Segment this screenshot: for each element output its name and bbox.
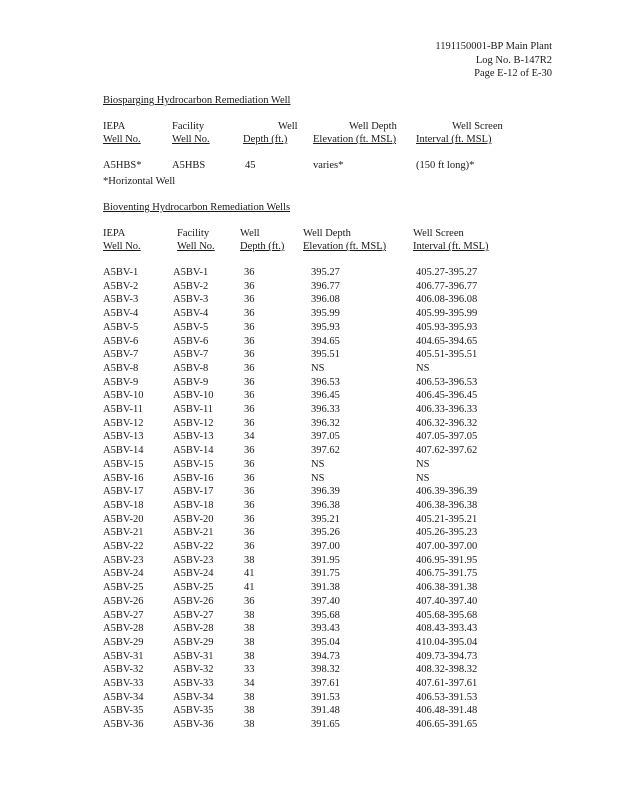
iepa-well-no: A5BV-5 (103, 321, 139, 333)
iepa-well-no: A5BV-3 (103, 294, 139, 306)
screen-interval: 404.65-394.65 (416, 335, 478, 347)
well-depth: 36 (244, 267, 255, 278)
iepa-well-no: A5BV-33 (103, 678, 144, 689)
iepa-well-no: A5BV-34 (103, 691, 144, 703)
col-interval-bottom: Interval (ft. MSL) (413, 241, 489, 252)
iepa-well-no: A5BV-24 (103, 568, 144, 580)
table-row (0, 431, 618, 444)
well-depth: 38 (244, 554, 255, 566)
depth-elevation: 397.61 (311, 678, 340, 689)
table-row (0, 637, 618, 650)
screen-interval: 406.48-391.48 (416, 705, 478, 717)
iepa-well-no: A5BV-17 (103, 486, 144, 498)
screen-interval: 406.39-396.39 (416, 486, 478, 498)
table-row (0, 623, 618, 636)
facility-well-no: A5BV-33 (173, 678, 214, 689)
iepa-well-no: A5BV-28 (103, 623, 144, 635)
table-row (0, 418, 618, 431)
facility-well-no: A5BV-31 (173, 650, 214, 662)
depth-elevation: 394.65 (311, 335, 340, 347)
biosparging-row (0, 160, 618, 173)
depth-elevation: 396.77 (311, 280, 340, 292)
depth-elevation: 396.33 (311, 404, 340, 415)
iepa-well-no: A5BV-2 (103, 280, 139, 292)
table-row (0, 610, 618, 623)
table-row (0, 445, 618, 458)
table-row (0, 651, 618, 664)
table-row (0, 664, 618, 677)
col-iepa-top: IEPA (103, 228, 126, 239)
depth-elevation: varies* (313, 160, 344, 171)
iepa-well-no: A5BV-1 (103, 267, 139, 278)
well-depth: 36 (244, 362, 255, 374)
table-row (0, 377, 618, 390)
facility-well-no: A5BV-20 (173, 513, 214, 525)
screen-interval: 405.68-395.68 (416, 609, 478, 621)
well-depth: 36 (244, 486, 255, 498)
horizontal-well-note: *Horizontal Well (103, 176, 176, 187)
page-number: Page E-12 of E-30 (474, 68, 552, 79)
col-screen-top: Well Screen (413, 228, 464, 239)
depth-elevation: 397.62 (311, 445, 340, 457)
facility-well-no: A5HBS (172, 160, 206, 171)
table-row (0, 459, 618, 472)
iepa-well-no: A5HBS* (103, 160, 142, 171)
screen-interval: 406.32-396.32 (416, 417, 478, 429)
well-depth: 38 (244, 650, 255, 662)
col-interval-bottom: Interval (ft. MSL) (416, 134, 492, 145)
iepa-well-no: A5BV-6 (103, 335, 139, 347)
well-depth: 38 (244, 705, 255, 717)
iepa-well-no: A5BV-4 (103, 308, 139, 320)
facility-well-no: A5BV-4 (173, 308, 209, 320)
table-row (0, 692, 618, 705)
screen-interval: 405.51-395.51 (416, 349, 478, 361)
screen-interval: 405.21-395.21 (416, 513, 478, 525)
depth-elevation: 395.27 (311, 267, 340, 278)
col-well-top: Well (240, 228, 260, 239)
screen-interval: 405.99-395.99 (416, 308, 478, 320)
screen-interval: 407.05-397.05 (416, 431, 478, 443)
well-depth: 33 (244, 664, 255, 676)
screen-interval: 407.62-397.62 (416, 445, 478, 457)
depth-elevation: 391.65 (311, 719, 340, 731)
col-welldepth-top: Well Depth (349, 121, 397, 132)
iepa-well-no: A5BV-14 (103, 445, 144, 457)
screen-interval: (150 ft long)* (416, 160, 475, 171)
well-depth: 41 (244, 568, 255, 580)
screen-interval: 406.75-391.75 (416, 568, 478, 580)
col-facility-bottom: Well No. (172, 134, 210, 145)
table-row (0, 582, 618, 595)
screen-interval: 406.38-391.38 (416, 582, 478, 594)
iepa-well-no: A5BV-10 (103, 390, 144, 402)
facility-well-no: A5BV-18 (173, 499, 214, 511)
depth-elevation: 397.00 (311, 541, 340, 552)
depth-elevation: 395.21 (311, 513, 340, 525)
facility-well-no: A5BV-28 (173, 623, 214, 635)
facility-well-no: A5BV-21 (173, 527, 214, 539)
screen-interval: 409.73-394.73 (416, 650, 478, 662)
depth-elevation: 397.40 (311, 595, 340, 607)
facility-well-no: A5BV-26 (173, 595, 214, 607)
col-facility-top: Facility (177, 228, 210, 239)
facility-well-no: A5BV-16 (173, 472, 214, 484)
well-depth: 36 (244, 294, 255, 306)
table-row (0, 308, 618, 321)
col-screen-top: Well Screen (452, 121, 503, 132)
well-depth: 36 (244, 472, 255, 484)
table-row (0, 568, 618, 581)
bioventing-section-title: Bioventing Hydrocarbon Remediation Wells (103, 202, 291, 213)
facility-well-no: A5BV-13 (173, 431, 214, 443)
facility-well-no: A5BV-25 (173, 582, 214, 594)
facility-well-no: A5BV-3 (173, 294, 209, 306)
iepa-well-no: A5BV-8 (103, 362, 139, 374)
facility-well-no: A5BV-10 (173, 390, 214, 402)
screen-interval: 408.43-393.43 (416, 623, 478, 635)
well-depth: 36 (244, 321, 255, 333)
table-row (0, 294, 618, 307)
well-depth: 36 (244, 376, 255, 388)
facility-well-no: A5BV-17 (173, 486, 214, 498)
facility-well-no: A5BV-9 (173, 376, 209, 388)
table-row (0, 336, 618, 349)
iepa-well-no: A5BV-29 (103, 636, 144, 648)
iepa-well-no: A5BV-16 (103, 472, 144, 484)
well-depth: 36 (244, 390, 255, 402)
table-row (0, 322, 618, 335)
facility-well-no: A5BV-7 (173, 349, 209, 361)
table-row (0, 705, 618, 718)
screen-interval: 406.45-396.45 (416, 390, 478, 402)
col-iepa-bottom: Well No. (103, 134, 141, 145)
iepa-well-no: A5BV-26 (103, 595, 144, 607)
screen-interval: 407.00-397.00 (416, 541, 478, 552)
depth-elevation: 391.48 (311, 705, 340, 717)
table-row (0, 486, 618, 499)
well-depth: 36 (244, 280, 255, 292)
depth-elevation: 396.53 (311, 376, 340, 388)
well-depth: 36 (244, 308, 255, 320)
facility-well-no: A5BV-36 (173, 719, 214, 731)
depth-elevation: 397.05 (311, 431, 340, 443)
screen-interval: 406.33-396.33 (416, 404, 478, 415)
screen-interval: NS (416, 458, 430, 470)
depth-elevation: 394.73 (311, 650, 340, 662)
facility-well-no: A5BV-24 (173, 568, 214, 580)
col-elevation-bottom: Elevation (ft. MSL) (313, 134, 397, 145)
iepa-well-no: A5BV-25 (103, 582, 144, 594)
depth-elevation: NS (311, 472, 325, 484)
project-id: 1191150001-BP Main Plant (435, 41, 552, 52)
well-depth: 36 (244, 335, 255, 347)
well-depth: 38 (244, 623, 255, 635)
facility-well-no: A5BV-8 (173, 362, 209, 374)
depth-elevation: 391.53 (311, 691, 340, 703)
screen-interval: 406.53-391.53 (416, 691, 478, 703)
well-depth: 41 (244, 582, 255, 594)
screen-interval: 406.95-391.95 (416, 554, 478, 566)
facility-well-no: A5BV-14 (173, 445, 214, 457)
table-row (0, 596, 618, 609)
table-row (0, 719, 618, 732)
facility-well-no: A5BV-34 (173, 691, 214, 703)
facility-well-no: A5BV-35 (173, 705, 214, 717)
table-row (0, 267, 618, 280)
iepa-well-no: A5BV-7 (103, 349, 139, 361)
biosparging-section-title: Biosparging Hydrocarbon Remediation Well (103, 95, 291, 106)
table-row (0, 500, 618, 513)
screen-interval: 407.40-397.40 (416, 595, 478, 607)
col-facility-bottom: Well No. (177, 241, 215, 252)
iepa-well-no: A5BV-32 (103, 664, 144, 676)
document-header (435, 40, 552, 81)
iepa-well-no: A5BV-9 (103, 376, 139, 388)
screen-interval: 406.77-396.77 (416, 280, 478, 292)
iepa-well-no: A5BV-15 (103, 458, 144, 470)
well-depth: 36 (244, 527, 255, 539)
well-depth: 36 (244, 499, 255, 511)
col-elevation-bottom: Elevation (ft. MSL) (303, 241, 387, 252)
screen-interval: NS (416, 362, 430, 374)
table-row (0, 527, 618, 540)
depth-elevation: 393.43 (311, 623, 340, 635)
depth-elevation: 395.04 (311, 636, 340, 648)
depth-elevation: 396.08 (311, 294, 340, 306)
facility-well-no: A5BV-29 (173, 636, 214, 648)
well-depth: 38 (244, 609, 255, 621)
table-row (0, 541, 618, 554)
col-iepa-top: IEPA (103, 121, 126, 132)
iepa-well-no: A5BV-31 (103, 650, 144, 662)
facility-well-no: A5BV-6 (173, 335, 209, 347)
iepa-well-no: A5BV-35 (103, 705, 144, 717)
col-facility-top: Facility (172, 121, 205, 132)
depth-elevation: 395.26 (311, 527, 340, 539)
facility-well-no: A5BV-27 (173, 609, 214, 621)
well-depth: 38 (244, 719, 255, 731)
well-depth: 34 (244, 678, 255, 689)
table-row (0, 514, 618, 527)
col-iepa-bottom: Well No. (103, 241, 141, 252)
facility-well-no: A5BV-5 (173, 321, 209, 333)
well-depth: 36 (244, 595, 255, 607)
iepa-well-no: A5BV-18 (103, 499, 144, 511)
table-row (0, 349, 618, 362)
well-depth: 36 (244, 541, 255, 552)
well-depth: 36 (244, 404, 255, 415)
depth-elevation: 395.99 (311, 308, 340, 320)
iepa-well-no: A5BV-27 (103, 609, 144, 621)
facility-well-no: A5BV-15 (173, 458, 214, 470)
screen-interval: 407.61-397.61 (416, 678, 478, 689)
screen-interval: 405.93-395.93 (416, 321, 478, 333)
screen-interval: 406.53-396.53 (416, 376, 478, 388)
depth-elevation: 395.51 (311, 349, 340, 361)
table-row (0, 555, 618, 568)
depth-elevation: 395.93 (311, 321, 340, 333)
depth-elevation: NS (311, 362, 325, 374)
col-well-top: Well (278, 121, 298, 132)
well-depth: 36 (244, 417, 255, 429)
depth-elevation: 396.32 (311, 417, 340, 429)
iepa-well-no: A5BV-23 (103, 554, 144, 566)
table-row (0, 473, 618, 486)
col-depth-bottom: Depth (ft.) (243, 134, 288, 145)
table-row (0, 404, 618, 417)
iepa-well-no: A5BV-21 (103, 527, 144, 539)
facility-well-no: A5BV-23 (173, 554, 214, 566)
depth-elevation: 396.38 (311, 499, 340, 511)
table-row (0, 281, 618, 294)
well-depth: 45 (245, 160, 256, 171)
iepa-well-no: A5BV-11 (103, 404, 144, 415)
iepa-well-no: A5BV-22 (103, 541, 144, 552)
table-row (0, 363, 618, 376)
well-depth: 34 (244, 431, 255, 443)
depth-elevation: 396.39 (311, 486, 340, 498)
screen-interval: 406.08-396.08 (416, 294, 478, 306)
depth-elevation: 391.75 (311, 568, 340, 580)
screen-interval: 408.32-398.32 (416, 664, 478, 676)
depth-elevation: NS (311, 458, 325, 470)
table-row (0, 390, 618, 403)
facility-well-no: A5BV-11 (173, 404, 214, 415)
screen-interval: 406.65-391.65 (416, 719, 478, 731)
facility-well-no: A5BV-2 (173, 280, 209, 292)
log-number: Log No. B-147R2 (475, 54, 552, 66)
screen-interval: 405.27-395.27 (416, 267, 478, 278)
table-row (0, 678, 618, 691)
facility-well-no: A5BV-32 (173, 664, 214, 676)
well-depth: 36 (244, 513, 255, 525)
well-depth: 36 (244, 445, 255, 457)
iepa-well-no: A5BV-20 (103, 513, 144, 525)
screen-interval: NS (416, 472, 430, 484)
screen-interval: 406.38-396.38 (416, 499, 478, 511)
facility-well-no: A5BV-22 (173, 541, 214, 552)
col-depth-bottom: Depth (ft.) (240, 241, 285, 252)
facility-well-no: A5BV-12 (173, 417, 214, 429)
iepa-well-no: A5BV-12 (103, 417, 144, 429)
facility-well-no: A5BV-1 (173, 267, 209, 278)
depth-elevation: 391.95 (311, 554, 340, 566)
screen-interval: 405.26-395.23 (416, 527, 478, 539)
depth-elevation: 395.68 (311, 609, 340, 621)
well-depth: 38 (244, 691, 255, 703)
iepa-well-no: A5BV-36 (103, 719, 144, 731)
col-welldepth-top: Well Depth (303, 228, 351, 239)
well-depth: 36 (244, 349, 255, 361)
depth-elevation: 396.45 (311, 390, 340, 402)
screen-interval: 410.04-395.04 (416, 636, 478, 648)
well-depth: 38 (244, 636, 255, 648)
depth-elevation: 398.32 (311, 664, 340, 676)
iepa-well-no: A5BV-13 (103, 431, 144, 443)
well-depth: 36 (244, 458, 255, 470)
depth-elevation: 391.38 (311, 582, 340, 594)
